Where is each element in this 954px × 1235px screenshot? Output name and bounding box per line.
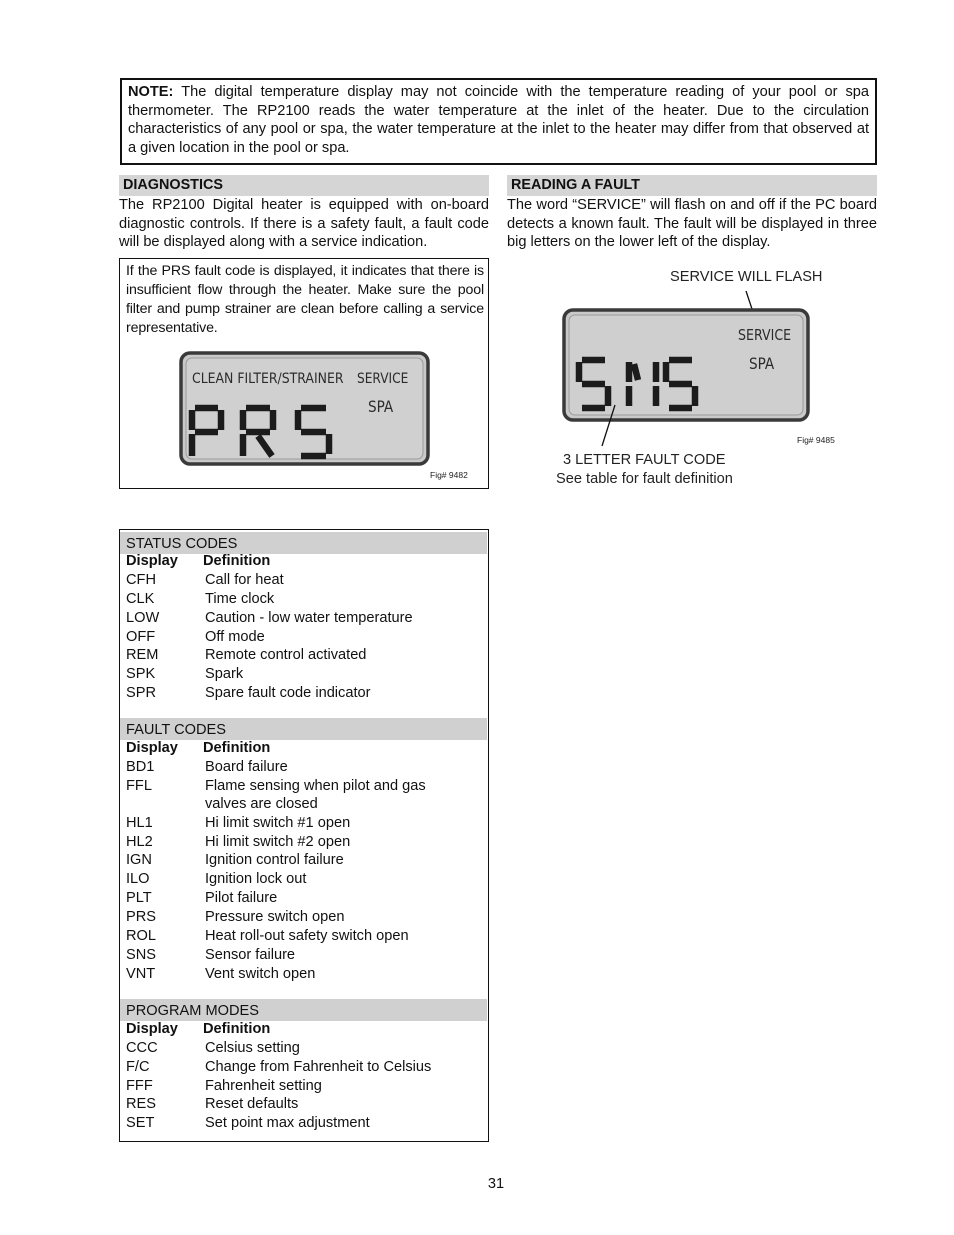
code-cell: SNS (126, 947, 157, 963)
table-row (126, 609, 486, 628)
lcd-service-label: SERVICE (738, 327, 792, 345)
code-cell: FFF (126, 1078, 153, 1094)
code-cell: RES (126, 1096, 157, 1112)
col-definition-label: Definition (203, 1021, 271, 1037)
table-row (126, 965, 486, 984)
definition-cell: Fahrenheit setting (205, 1078, 322, 1094)
fault-column-header (126, 739, 486, 758)
definition-cell: Pressure switch open (205, 909, 345, 925)
col-definition-label: Definition (203, 553, 271, 569)
code-cell: BD1 (126, 759, 155, 775)
definition-cell: Caution - low water temperature (205, 610, 413, 626)
code-cell: HL2 (126, 834, 153, 850)
code-cell: REM (126, 647, 159, 663)
code-cell: IGN (126, 852, 152, 868)
diagnostics-body: The RP2100 Digital heater is equipped with on-board diagnostic controls. If there is a safety fault, a fault code will be displayed along with a service indication. (119, 197, 489, 251)
code-cell: F/C (126, 1059, 150, 1075)
table-row (126, 628, 486, 647)
definition-cell: Flame sensing when pilot and gas (205, 778, 426, 794)
definition-cell: Hi limit switch #2 open (205, 834, 351, 850)
definition-cell: Spare fault code indicator (205, 685, 371, 701)
table-row (126, 590, 486, 609)
table-row (126, 833, 486, 852)
table-row (126, 1058, 486, 1077)
table-row (126, 889, 486, 908)
code-cell: CCC (126, 1040, 158, 1056)
table-row (126, 795, 486, 814)
definition-cell: Time clock (205, 591, 275, 607)
fault-codes-header: FAULT CODES (120, 718, 487, 740)
table-row (126, 1039, 486, 1058)
col-display-label: Display (126, 1021, 178, 1037)
reading-fault-heading: READING A FAULT (507, 175, 877, 196)
definition-cell: Spark (205, 666, 244, 682)
lcd-service-label: SERVICE (357, 371, 409, 388)
code-cell: ROL (126, 928, 157, 944)
code-cell: CLK (126, 591, 155, 607)
code-cell: HL1 (126, 815, 153, 831)
table-row (126, 1114, 486, 1133)
definition-cell: Reset defaults (205, 1096, 299, 1112)
codes-table (119, 529, 489, 1142)
code-cell: SPR (126, 685, 157, 701)
code-cell: SPK (126, 666, 156, 682)
program-modes-header: PROGRAM MODES (120, 999, 487, 1021)
code-cell: FFL (126, 778, 152, 794)
sns-lcd-display (558, 288, 818, 452)
fault-code-caption-1: 3 LETTER FAULT CODE (563, 452, 726, 468)
table-row (126, 571, 486, 590)
table-row (126, 908, 486, 927)
status-codes-header: STATUS CODES (120, 532, 487, 554)
lcd-spa-label: SPA (368, 397, 394, 417)
table-row (126, 870, 486, 889)
col-definition-label: Definition (203, 740, 271, 756)
lcd-clean-filter-label: CLEAN FILTER/STRAINER (192, 370, 344, 388)
table-row (126, 851, 486, 870)
definition-cell: Heat roll-out safety switch open (205, 928, 409, 944)
definition-cell: Sensor failure (205, 947, 296, 963)
diagnostics-heading: DIAGNOSTICS (119, 175, 489, 196)
prs-lcd-display (178, 350, 433, 468)
note-label: NOTE: (128, 84, 174, 100)
code-cell: PRS (126, 909, 157, 925)
note-box (120, 78, 877, 165)
definition-cell: Board failure (205, 759, 288, 775)
definition-cell: Pilot failure (205, 890, 278, 906)
fault-code-caption-2: See table for fault definition (556, 471, 733, 487)
table-row (126, 665, 486, 684)
code-cell: VNT (126, 966, 156, 982)
col-display-label: Display (126, 740, 178, 756)
table-row (126, 777, 486, 796)
note-text: The digital temperature display may not coincide with the temperature reading of your pool or spa thermometer. The RP2100 reads the water temperature at the inlet of the heater. Due to the circulation characteristics of any pool or spa, the water temperature at the inlet to the heater may differ from that observed at a given location in the pool or spa. (128, 84, 870, 157)
code-cell: LOW (126, 610, 160, 626)
table-row (126, 1095, 486, 1114)
code-cell: SET (126, 1115, 155, 1131)
definition-cell: Ignition lock out (205, 871, 307, 887)
code-cell: PLT (126, 890, 152, 906)
prs-callout-box (119, 258, 489, 489)
code-cell: OFF (126, 629, 156, 645)
definition-cell: Vent switch open (205, 966, 316, 982)
lcd-spa-label: SPA (749, 354, 775, 374)
page-number: 31 (487, 1176, 505, 1192)
table-row (126, 946, 486, 965)
code-cell: ILO (126, 871, 150, 887)
reading-fault-body: The word “SERVICE” will flash on and off if the PC board detects a known fault. The fault will be displayed in three big letters on the lower left of the display. (507, 197, 877, 251)
table-row (126, 814, 486, 833)
fig-9482-label: Fig# 9482 (430, 470, 468, 480)
definition-cell: valves are closed (205, 796, 318, 812)
prs-callout-text: If the PRS fault code is displayed, it indicates that there is insufficient flow through the heater. Make sure the pool filter and pump strainer are clean before calling a service representative. (126, 263, 484, 336)
status-column-header (126, 552, 486, 571)
program-column-header (126, 1020, 486, 1039)
table-row (126, 684, 486, 703)
definition-cell: Celsius setting (205, 1040, 300, 1056)
definition-cell: Change from Fahrenheit to Celsius (205, 1059, 432, 1075)
code-cell: CFH (126, 572, 156, 588)
definition-cell: Ignition control failure (205, 852, 344, 868)
table-row (126, 758, 486, 777)
definition-cell: Set point max adjustment (205, 1115, 370, 1131)
fig-9485-label: Fig# 9485 (797, 435, 835, 445)
table-row (126, 1077, 486, 1096)
table-row (126, 646, 486, 665)
definition-cell: Off mode (205, 629, 265, 645)
definition-cell: Remote control activated (205, 647, 367, 663)
service-will-flash-caption: SERVICE WILL FLASH (670, 269, 823, 285)
definition-cell: Hi limit switch #1 open (205, 815, 351, 831)
table-row (126, 927, 486, 946)
col-display-label: Display (126, 553, 178, 569)
definition-cell: Call for heat (205, 572, 284, 588)
